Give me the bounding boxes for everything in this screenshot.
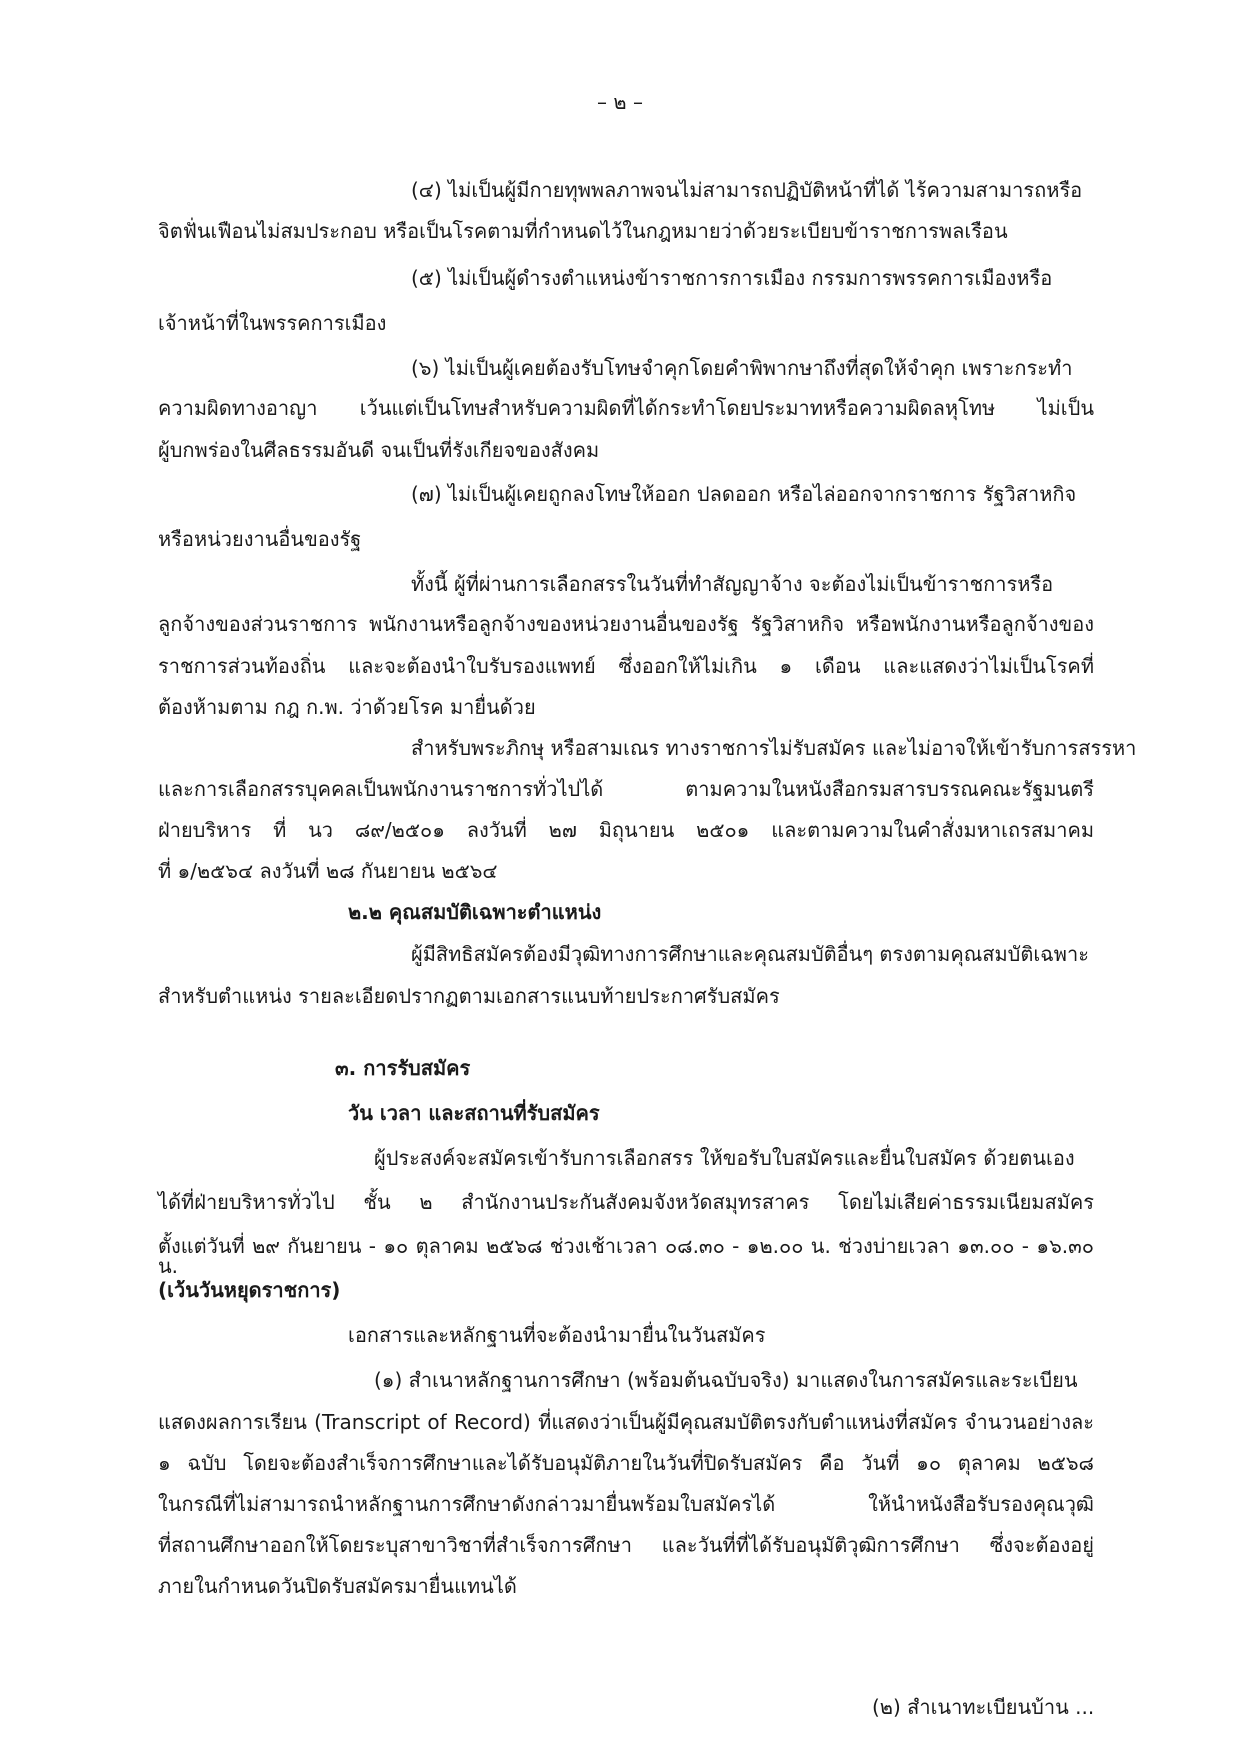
note-line-4: ต้องห้ามตาม กฎ ก.พ. ว่าด้วยโรค มายื่นด้วย [158,695,536,719]
section-3-line-4: (เว้นวันหยุดราชการ) [158,1278,341,1302]
section-2-2-heading: ๒.๒ คุณสมบัติเฉพาะตำแหน่ง [348,900,602,924]
item-4-line-1: (๔) ไม่เป็นผู้มีกายทุพพลภาพจนไม่สามารถปฏิบัติหน้าที่ได้ ไร้ความสามารถหรือ [411,178,1083,202]
monk-line-4: ที่ ๑/๒๕๖๔ ลงวันที่ ๒๘ กันยายน ๒๕๖๔ [158,859,498,883]
doc-item-1-line-4: ในกรณีที่ไม่สามารถนำหลักฐานการศึกษาดังกล่าวมายื่นพร้อมใบสมัครได้ ให้นำหนังสือรับรองคุณวุฒิ [158,1492,1094,1516]
item-4-line-2: จิตฟั่นเฟือนไม่สมประกอบ หรือเป็นโรคตามที่กำหนดไว้ในกฎหมายว่าด้วยระเบียบข้าราชการพลเรือน [158,219,1008,243]
item-6-line-3: ผู้บกพร่องในศีลธรรมอันดี จนเป็นที่รังเกียจของสังคม [158,438,600,462]
doc-item-1-line-1: (๑) สำเนาหลักฐานการศึกษา (พร้อมต้นฉบับจริง) มาแสดงในการสมัครและระเบียน [374,1368,1078,1392]
item-5-line-2: เจ้าหน้าที่ในพรรคการเมือง [158,311,387,335]
monk-line-2: และการเลือกสรรบุคคลเป็นพนักงานราชการทั่วไปได้ ตามความในหนังสือกรมสารบรรณคณะรัฐมนตรี [158,777,1094,801]
page-number: – ๒ – [597,90,643,114]
note-line-3: ราชการส่วนท้องถิ่น และจะต้องนำใบรับรองแพทย์ ซึ่งออกให้ไม่เกิน ๑ เดือน และแสดงว่าไม่เป็นโรคที่ [158,654,1094,678]
section-3-line-3: ตั้งแต่วันที่ ๒๙ กันยายน - ๑๐ ตุลาคม ๒๕๖๘ ช่วงเช้าเวลา ๐๘.๓๐ - ๑๒.๐๐ น. ช่วงบ่ายเวลา ๑๓.๐๐ - ๑๖.๓๐ น. [158,1234,1094,1278]
note-line-1: ทั้งนี้ ผู้ที่ผ่านการเลือกสรรในวันที่ทำสัญญาจ้าง จะต้องไม่เป็นข้าราชการหรือ [411,572,1054,596]
doc-item-1-line-5: ที่สถานศึกษาออกให้โดยระบุสาขาวิชาที่สำเร็จการศึกษา และวันที่ที่ได้รับอนุมัติวุฒิการศึกษา ซึ่งจะต้องอยู่ [158,1533,1094,1557]
doc-item-1-line-6: ภายในกำหนดวันปิดรับสมัครมายื่นแทนได้ [158,1574,517,1598]
section-3-heading: ๓. การรับสมัคร [335,1056,471,1080]
documents-heading: เอกสารและหลักฐานที่จะต้องนำมายื่นในวันสมัคร [348,1323,766,1347]
item-7-line-1: (๗) ไม่เป็นผู้เคยถูกลงโทษให้ออก ปลดออก หรือไล่ออกจากราชการ รัฐวิสาหกิจ [411,482,1077,506]
item-5-line-1: (๕) ไม่เป็นผู้ดำรงตำแหน่งข้าราชการการเมือง กรรมการพรรคการเมืองหรือ [411,266,1053,290]
section-3-subheading: วัน เวลา และสถานที่รับสมัคร [348,1101,600,1125]
item-6-line-2: ความผิดทางอาญา เว้นแต่เป็นโทษสำหรับความผิดที่ได้กระทำโดยประมาทหรือความผิดลหุโทษ ไม่เป็น [158,396,1094,420]
note-line-2: ลูกจ้างของส่วนราชการ พนักงานหรือลูกจ้างของหน่วยงานอื่นของรัฐ รัฐวิสาหกิจ หรือพนักงานหรือลูกจ้างของ [158,612,1094,636]
section-3-line-1: ผู้ประสงค์จะสมัครเข้ารับการเลือกสรร ให้ขอรับใบสมัครและยื่นใบสมัคร ด้วยตนเอง [374,1146,1075,1170]
doc-item-1-line-2: แสดงผลการเรียน (Transcript of Record) ที่แสดงว่าเป็นผู้มีคุณสมบัติตรงกับตำแหน่งที่สมัคร จำนวนอย่างละ [158,1410,1094,1434]
doc-item-1-line-3: ๑ ฉบับ โดยจะต้องสำเร็จการศึกษาและได้รับอนุมัติภายในวันที่ปิดรับสมัคร คือ วันที่ ๑๐ ตุลาคม ๒๕๖๘ [158,1451,1094,1475]
item-6-line-1: (๖) ไม่เป็นผู้เคยต้องรับโทษจำคุกโดยคำพิพากษาถึงที่สุดให้จำคุก เพราะกระทำ [411,356,1073,380]
section-3-line-2: ได้ที่ฝ่ายบริหารทั่วไป ชั้น ๒ สำนักงานประกันสังคมจังหวัดสมุทรสาคร โดยไม่เสียค่าธรรมเนียมสมัคร [158,1190,1094,1214]
item-7-line-2: หรือหน่วยงานอื่นของรัฐ [158,527,362,551]
section-2-2-line-2: สำหรับตำแหน่ง รายละเอียดปรากฏตามเอกสารแนบท้ายประกาศรับสมัคร [158,984,780,1008]
continuation-note: (๒) สำเนาทะเบียนบ้าน ... [872,1695,1095,1719]
section-2-2-line-1: ผู้มีสิทธิสมัครต้องมีวุฒิทางการศึกษาและคุณสมบัติอื่นๆ ตรงตามคุณสมบัติเฉพาะ [411,942,1089,966]
monk-line-1: สำหรับพระภิกษุ หรือสามเณร ทางราชการไม่รับสมัคร และไม่อาจให้เข้ารับการสรรหา [411,736,1137,760]
monk-line-3: ฝ่ายบริหาร ที่ นว ๘๙/๒๕๐๑ ลงวันที่ ๒๗ มิถุนายน ๒๕๐๑ และตามความในคำสั่งมหาเถรสมาคม [158,818,1094,842]
